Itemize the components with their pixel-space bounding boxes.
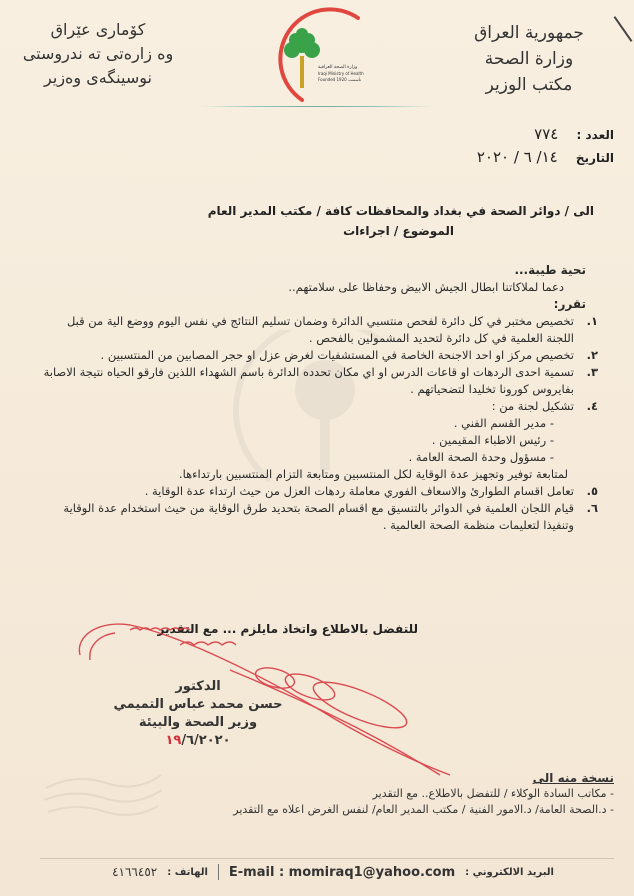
list-item: [38, 364, 598, 398]
cc-line: - د.الصحة العامة/ د.الامور الفنية / مكتب المدير العام/ لنفس الغرض اعلاه مع التقدير: [233, 803, 614, 816]
committee-task: لمتابعة توفير وتجهيز عدة الوقاية لكل المنتسبين ومتابعة التزام المنتسبين بارتداءها.: [178, 467, 568, 481]
item-text: قيام اللجان العلمية في الدوائر بالتنسيق مع اقسام الصحة بتحديد طرق الوقاية من حيث استخدام عدة الوقاية وتنفيذا لتعليمات منظمة الصحة العالمية .: [63, 501, 574, 532]
cc-block: [233, 770, 614, 818]
list-item: [38, 500, 598, 534]
subject: الموضوع / اجراءات: [343, 224, 454, 238]
item-number: ٥.: [586, 484, 598, 498]
header-line-country: جمهورية العراق: [474, 23, 584, 43]
address-block: [208, 201, 594, 241]
greeting: تحية طيبة...: [514, 263, 586, 277]
committee-member: - رئيس الاطباء المقيمين .: [38, 432, 554, 449]
signer-position: وزير الصحة والبيئة: [138, 715, 258, 730]
reference-date: [477, 146, 614, 169]
signature-block: [108, 678, 288, 750]
footer: [112, 864, 554, 880]
list-item: [38, 313, 598, 347]
item-text: تخصيص مختبر في كل دائرة لفحص منتسبي الدائرة وضمان تسليم النتائج في نفس اليوم ووضع الية من قبل اللجنة العلمية في كل دائرة لتحديد المشمولين بالفحص .: [66, 314, 574, 345]
item-text: تخصيص مركز او احد الاجنحة الخاصة في المستشفيات لغرض عزل او حجر المصابين من المنتسبين .: [100, 348, 574, 362]
cc-title: نسخة منه الى: [532, 771, 614, 785]
intro: دعما لملاكاتنا ابطال الجيش الابيض وحفاظا على سلامتهم..: [288, 280, 564, 294]
signature-date: [108, 732, 288, 750]
header-kurdish-line-2: وه زارەتی تە ندروستی: [22, 44, 174, 63]
item-text: تسمية احدى الردهات او قاعات الدرس او اي مكان تحدده الدائرة باسم الشهداء اللذين فارقو الحياه نتيجة الاصابة بفايروس كورونا تخليدا لتضحياتهم .: [43, 365, 574, 396]
closing-line: للتفضل بالاطلاع واتخاذ مايلزم ... مع التقدير: [157, 622, 418, 636]
date-label: التاريخ: [575, 151, 614, 165]
signature-date-rest: /٦/٢٠٢٠: [181, 733, 231, 748]
header-line-ministry: وزارة الصحة: [484, 49, 574, 69]
recipient: الى / دوائر الصحة في بغداد والمحافظات كافة / مكتب المدير العام: [207, 204, 594, 218]
logo-text-en: Iraqi Ministry of Health: [318, 71, 364, 76]
footer-divider: [40, 858, 614, 859]
signer-title: الدكتور: [175, 679, 221, 694]
tree-icon: [284, 28, 320, 88]
header-kurdish-line-1: کۆماری عێراق: [50, 20, 146, 39]
committee-member: - مسؤول وحدة الصحة العامة .: [38, 449, 554, 466]
signer-name: حسن محمد عباس التميمي: [113, 697, 283, 712]
item-text: تشكيل لجنة من :: [491, 399, 574, 413]
header-line-office: مكتب الوزير: [485, 75, 573, 95]
reference-number: [477, 123, 614, 146]
letter-body: [38, 262, 598, 534]
item-number: ٢.: [586, 348, 598, 362]
header-kurdish: [8, 18, 188, 90]
slash-mark: [614, 16, 633, 42]
list-item: [38, 483, 598, 500]
email-label: البريد الالكتروني :: [465, 866, 554, 878]
item-number: ١.: [586, 314, 598, 328]
ministry-logo: [262, 6, 372, 102]
signature-date-day: ١٩: [165, 733, 182, 748]
number-label: العدد :: [576, 128, 614, 142]
item-text: تعامل اقسام الطوارئ والاسعاف الفوري معاملة ردهات العزل من حيث ارتداء عدة الوقاية .: [144, 484, 574, 498]
header-kurdish-line-3: نوسینگەی وەزیر: [44, 68, 152, 87]
phone-number: ٤١٦٦٤٥٢: [112, 865, 158, 879]
footer-separator: [218, 864, 219, 880]
item-number: ٣.: [586, 365, 598, 379]
header-divider: [200, 106, 434, 107]
item-number: ٤.: [586, 399, 598, 413]
cc-line: - مكاتب السادة الوكلاء / للتفضل بالاطلاع.. مع التقدير: [372, 787, 614, 800]
embossed-seal-icon: [36, 768, 168, 824]
number-value: ٧٧٤: [534, 125, 559, 143]
date-value: ١٤/ ٦ / ٢٠٢٠: [476, 148, 558, 166]
logo-founded: Founded 1920 تأسست: [318, 77, 362, 82]
decided-label: تقرر:: [553, 297, 586, 311]
phone-label: الهاتف :: [167, 866, 208, 878]
logo-text-ar: وزارة الصحة العراقية: [318, 65, 358, 70]
header-arabic: [444, 20, 614, 98]
email-address[interactable]: E-mail : momiraq1@yahoo.com: [228, 864, 456, 880]
list-item: [38, 398, 598, 415]
committee-member: - مدير القسم الفني .: [38, 415, 554, 432]
list-item: [38, 347, 598, 364]
item-number: ٦.: [586, 501, 598, 515]
reference-block: [477, 123, 614, 169]
